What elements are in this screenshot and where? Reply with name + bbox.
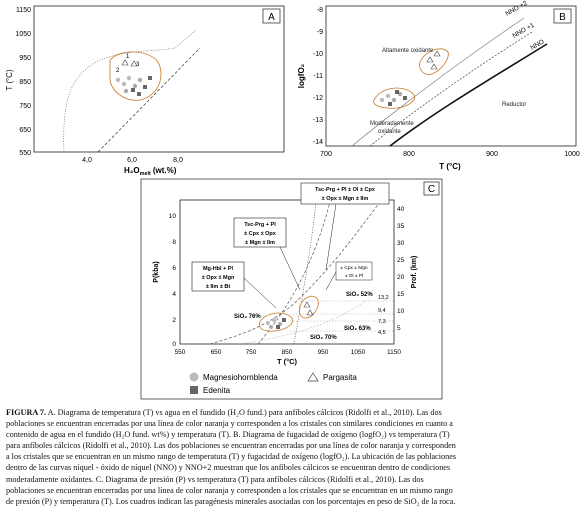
- caption-line: FIGURA 7. A. Diagrama de temperatura (T) vs agua en el fundido (H₂O fund.) para anfíboles cálcicos (Ridolfi et al., 2010). Las dos: [6, 408, 442, 417]
- leader-line: [326, 204, 336, 270]
- leader-line: [280, 247, 300, 290]
- panel-b-ytick: -14: [312, 139, 323, 146]
- caption-line: a los cristales que se encuentran en un mismo rango de temperatura (T) y fugacidad de oxígeno (logfO₂). La ubicación de las poblaciones: [6, 452, 457, 462]
- panel-c-ytick-right: 10: [397, 308, 405, 315]
- edenita-point: [143, 85, 147, 89]
- depth-mark: 4,5: [378, 330, 386, 336]
- panel-a-ytick: 550: [19, 150, 31, 157]
- panel-b-ytick: -11: [313, 73, 323, 80]
- magnesiohornblenda-point: [116, 78, 120, 82]
- caption-label: FIGURA 7.: [6, 408, 47, 417]
- panel-c-ytick-right: 35: [397, 223, 405, 230]
- panel-c-ylabel-right: Prof. (km): [411, 255, 418, 289]
- panel-c-xtick: 850: [281, 349, 293, 356]
- paragenesis-text: ± Mgn ± Ilm: [245, 240, 275, 246]
- figure-caption: [6, 407, 579, 507]
- panel-c-xtick: 1150: [387, 349, 401, 356]
- caption-line: poblaciones se encuentran encerradas por una línea de color naranja y corresponden a los cristales con similares condiciones en cuanto a: [6, 419, 453, 429]
- panel-a-xlabel: $H_2O_{melt}$ (wt.%): [124, 166, 177, 177]
- legend-label-pargasita: Pargasita: [323, 373, 357, 382]
- paragenesis-text: Tsc-Prg + Pl: [244, 222, 276, 228]
- panel-c-xlabel: T (°C): [276, 357, 298, 366]
- nno-label: NNO: [529, 38, 546, 52]
- caption-line: dentro de las curvas níquel - óxido de níquel (NNO) y NNO+2 muestran que los anfíboles cálcicos se encuentran dentro de condiciones: [6, 463, 451, 473]
- panel-c-y-ticks-left: [169, 213, 177, 348]
- panel-c-xtick: 650: [210, 349, 222, 356]
- panel-b-frame: [326, 6, 576, 146]
- panel-c-ytick-right: 25: [397, 257, 405, 264]
- panel-c-ytick: 6: [172, 265, 176, 272]
- panel-c-ytick: 8: [172, 239, 176, 246]
- panel-c-box-4: [336, 262, 372, 280]
- panel-a-ytick: 1050: [15, 31, 31, 38]
- region-moderately-oxidizing: Moderadamente: [370, 121, 414, 127]
- panel-a-ytick: 650: [19, 127, 31, 134]
- paragenesis-text: ± Cpx ± Opx: [244, 231, 276, 237]
- panel-a-ytick: 1150: [15, 7, 31, 14]
- panel-c-ytick: 10: [168, 213, 176, 220]
- legend-label-edenita: Edenita: [203, 386, 231, 395]
- panel-a-ytick: 750: [19, 103, 31, 110]
- panel-b-xtick: 1000: [564, 151, 580, 158]
- leader-line: [244, 278, 276, 308]
- panel-a-group-label: 2: [116, 68, 120, 74]
- panel-a-label: A: [268, 12, 275, 23]
- panel-c-ytick-right: 30: [397, 240, 405, 247]
- nno-plus1-label: NNO +1: [511, 21, 536, 40]
- panel-b-y-ticks: [313, 7, 323, 146]
- panel-c-plot: [140, 178, 443, 400]
- edenita-point: [131, 88, 135, 92]
- magnesiohornblenda-point: [122, 82, 126, 86]
- paragenesis-text: Mg-Hbl + Pl: [202, 266, 234, 272]
- sio2-label: SiO₂ 52%: [346, 292, 373, 298]
- panel-a-ytick: 850: [19, 79, 31, 86]
- pargasita-point: [304, 302, 310, 307]
- panel-a-x-ticks: [82, 157, 183, 164]
- panel-c-label: C: [427, 184, 436, 195]
- legend-label-magnesiohornblenda: Magnesiohornblenda: [203, 373, 278, 382]
- panel-a-group-labels: [116, 54, 140, 74]
- edenita-point: [403, 96, 407, 100]
- panel-c-ytick-right: 15: [397, 291, 405, 298]
- magnesiohornblenda-point: [272, 318, 276, 322]
- panel-b-label: B: [559, 12, 566, 23]
- panel-a-limit-line: [98, 48, 200, 152]
- magnesiohornblenda-point: [380, 98, 384, 102]
- panel-b: [292, 0, 585, 178]
- panel-a: [0, 0, 292, 178]
- panel-b-xtick: 900: [486, 151, 498, 158]
- panel-c-x-ticks: [175, 349, 402, 356]
- edenita-point: [395, 90, 399, 94]
- sio2-label: SiO₂ 76%: [234, 314, 261, 320]
- magnesiohornblenda-point: [138, 78, 142, 82]
- panel-c-xtick: 1050: [350, 349, 366, 356]
- panel-c-ytick: 0: [172, 341, 176, 348]
- legend-circle-icon: [190, 373, 199, 382]
- panel-b-ytick: -9: [316, 29, 323, 36]
- panel-b-ytick: -12: [312, 95, 323, 102]
- caption-line: moderadamente oxidantes. C. Diagrama de presión (P) vs temperatura (T) para anfíboles cálcicos (Ridolfi et al., 2010). Las dos: [6, 474, 424, 484]
- panel-c-xtick: 750: [245, 349, 257, 356]
- panel-a-xtick: 6,0: [127, 157, 137, 164]
- paragenesis-text: Tsc-Prg + Pl ± Ol ± Cpx: [315, 187, 375, 193]
- panel-a-plot: [0, 0, 292, 178]
- edenita-point: [282, 318, 286, 322]
- panel-c-ytick-right: 20: [397, 274, 405, 281]
- magnesiohornblenda-point: [392, 98, 396, 102]
- nno-plus2-label: NNO +2: [504, 0, 529, 18]
- panel-c-ytick-right: 5: [397, 325, 401, 332]
- panel-b-x-ticks: [320, 151, 580, 158]
- panel-a-xtick: 8,0: [173, 157, 183, 164]
- panel-a-y-ticks: [15, 7, 31, 157]
- panel-c-box-1: [301, 183, 389, 204]
- panel-b-xtick: 800: [403, 151, 415, 158]
- panel-b-buffer-labels: [505, 0, 546, 52]
- panel-a-xtick: 4,0: [82, 157, 92, 164]
- panel-b-plot: [292, 0, 585, 178]
- legend-square-icon: [190, 386, 198, 394]
- panel-a-stability-curve: [64, 30, 196, 152]
- panel-c-ytick: 4: [172, 291, 176, 298]
- pargasita-point: [122, 60, 128, 65]
- panel-c: [140, 178, 443, 400]
- magnesiohornblenda-point: [127, 76, 131, 80]
- panel-c-xtick: 950: [317, 349, 329, 356]
- region-reducing: Reductor: [502, 102, 527, 108]
- paragenesis-text: ± Ilm ± Bt: [205, 284, 231, 290]
- panel-b-xtick: 700: [320, 151, 332, 158]
- depth-mark: 9,4: [378, 308, 386, 314]
- magnesiohornblenda-point: [386, 94, 390, 98]
- panel-b-ytick: -13: [312, 117, 323, 124]
- panel-a-points: [116, 60, 152, 96]
- panel-a-group-label: 1: [126, 54, 130, 60]
- panel-c-depth-lines: [290, 301, 394, 331]
- caption-line: para anfíboles cálcicos (Ridolfi et al., 2010). Las dos poblaciones se encuentran encerradas por una línea de color naranja y corresponden: [6, 441, 456, 451]
- edenita-point: [137, 92, 141, 96]
- pargasita-point: [434, 51, 440, 56]
- sio2-label: SiO₂ 63%: [344, 326, 371, 332]
- panel-c-ylabel-left: P(kba): [153, 261, 160, 283]
- legend-triangle-icon: [308, 373, 318, 381]
- panel-c-ytick-right: 40: [397, 206, 405, 213]
- panel-c-xtick: 550: [174, 349, 186, 356]
- caption-line: poblaciones se encuentran encerradas por una línea de color naranja y corresponden a los cristales que se encuentran en un mismo rango: [6, 485, 453, 495]
- caption-line: de presión (P) y temperatura (T). Los cuadros indican las paragénesis minerales asociadas con los porcentajes en peso de SiO₂ de la roca.: [6, 496, 456, 506]
- panel-a-frame: [34, 6, 284, 152]
- panel-c-ytick: 2: [172, 317, 176, 324]
- panel-b-ytick: -10: [312, 51, 323, 58]
- pargasita-point: [427, 57, 433, 62]
- edenita-point: [148, 76, 152, 80]
- panel-a-ylabel: T (°C): [5, 69, 14, 91]
- pargasita-point: [431, 64, 437, 69]
- edenita-point: [276, 325, 280, 329]
- caption-line: contenido de agua en el fundido (H₂O fund. wt%) y temperatura (T). B. Diagrama de fugacidad de oxígeno (logfO₂) vs temperatura (T): [6, 430, 450, 440]
- panel-c-y-ticks-right: [397, 206, 405, 332]
- magnesiohornblenda-point: [266, 321, 270, 325]
- panel-c-curve-3: [294, 202, 316, 344]
- paragenesis-text: ± Cpx ± Mgn: [340, 266, 368, 271]
- leader-line: [326, 272, 336, 290]
- panel-a-population-outline: [110, 52, 161, 100]
- edenita-point: [388, 102, 392, 106]
- panel-c-population-outline-1: [259, 313, 292, 331]
- panel-c-box-2: [234, 218, 286, 247]
- magnesiohornblenda-point: [124, 89, 128, 93]
- magnesiohornblenda-point: [133, 84, 137, 88]
- panel-b-ytick: -8: [316, 7, 323, 14]
- paragenesis-text: ± Opx ± Mgn ± Ilm: [321, 196, 369, 202]
- sio2-label: SiO₂ 70%: [310, 335, 337, 341]
- panel-b-points: [380, 51, 440, 106]
- paragenesis-text: ± Opx ± Mgn: [201, 275, 235, 281]
- panel-b-regions: [370, 48, 526, 135]
- panel-b-ylabel: logfO₂: [297, 63, 306, 89]
- depth-mark: 7,3: [378, 319, 386, 325]
- panel-b-xlabel: T (°C): [439, 162, 461, 171]
- region-moderately-oxidizing-2: oxidante: [378, 129, 401, 135]
- panel-a-group-label: 3: [136, 62, 140, 68]
- panel-a-ytick: 950: [19, 55, 31, 62]
- panel-c-box-3: [192, 262, 244, 291]
- depth-mark: 13,2: [378, 295, 389, 301]
- panel-c-legend: [190, 373, 358, 396]
- pargasita-point: [307, 310, 313, 315]
- magnesiohornblenda-point: [269, 325, 273, 329]
- paragenesis-text: ± Ol ± Pl: [344, 274, 364, 279]
- region-high-oxidizing: Altamente oxidante: [382, 48, 434, 54]
